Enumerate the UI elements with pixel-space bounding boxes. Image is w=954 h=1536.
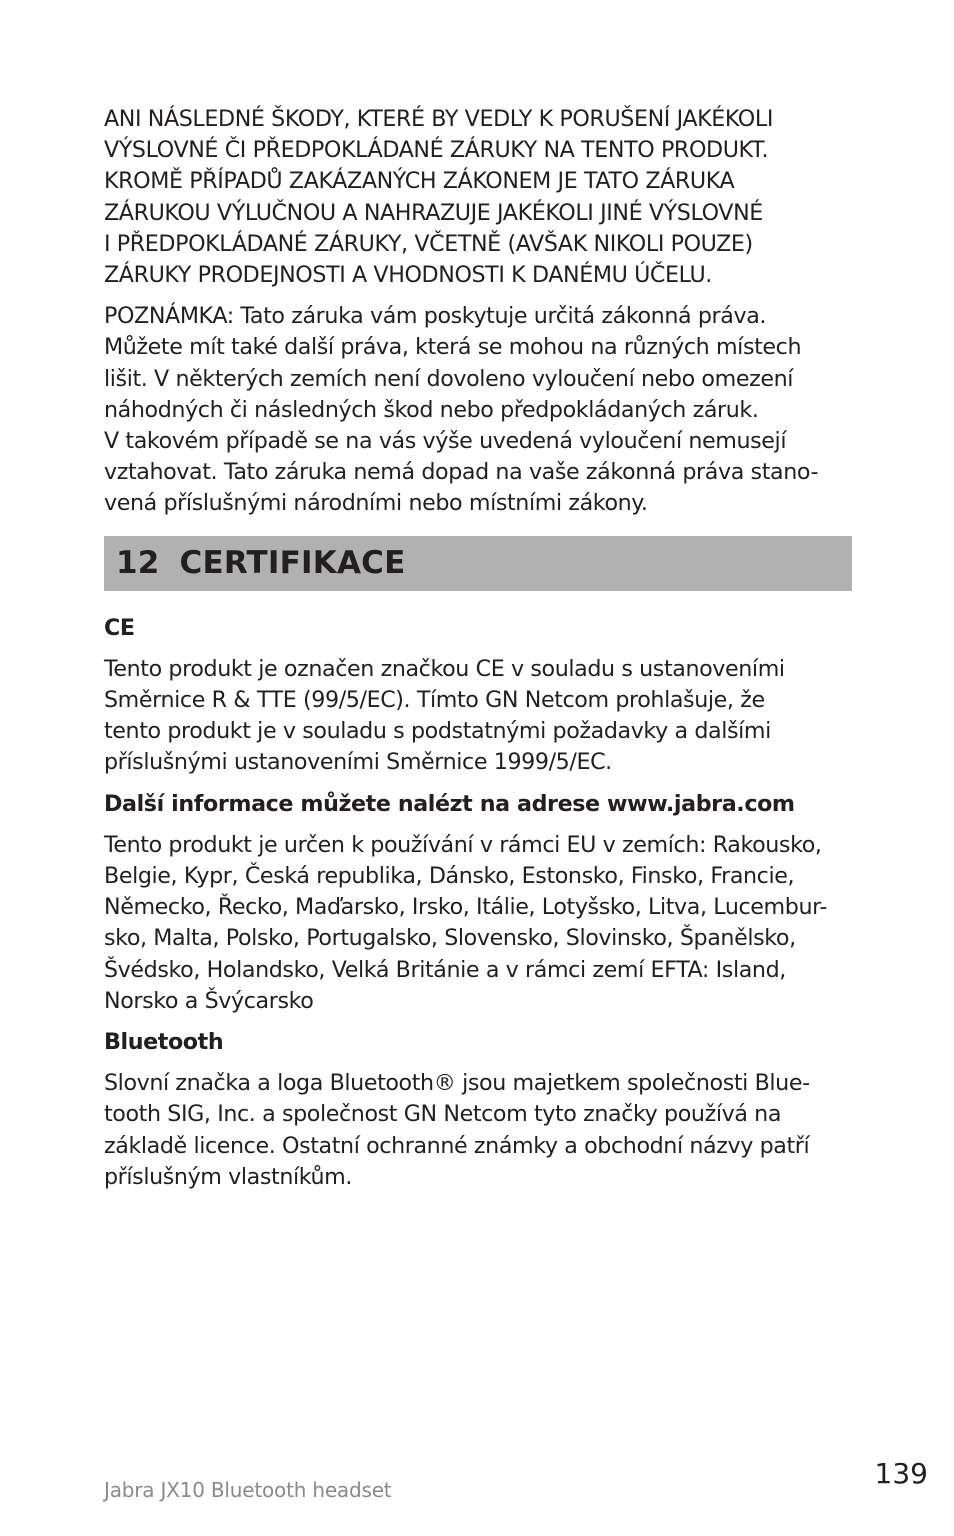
section-heading-bar [104,536,852,591]
text-line: ANI NÁSLEDNÉ ŠKODY, KTERÉ BY VEDLY K PORUŠENÍ JAKÉKOLI [104,106,773,132]
text-line: tooth SIG, Inc. a společnost GN Netcom tyto značky používá na [104,1101,782,1128]
text-line: příslušnými ustanoveními Směrnice 1999/5/EC. [104,749,612,776]
text-line: Tento produkt je určen k používání v rámci EU v zemích: Rakousko, [104,831,822,858]
text-line: VÝSLOVNÉ ČI PŘEDPOKLÁDANÉ ZÁRUKY NA TENTO PRODUKT. [104,137,769,164]
bluetooth-heading: Bluetooth [104,1029,224,1056]
note-paragraph [104,301,852,519]
text-line: tento produkt je v souladu s podstatnými požadavky a dalšími [104,718,771,745]
footer-product-name: Jabra JX10 Bluetooth headset [104,1478,392,1502]
info-heading: Další informace můžete nalézt na adrese www.jabra.com [104,790,795,817]
warranty-paragraph [104,104,852,291]
page-content [104,104,852,1203]
text-line: ZÁRUKY PRODEJNOSTI A VHODNOSTI K DANÉMU ÚČELU. [104,262,712,289]
page-number: 139 [874,1457,928,1490]
text-line: ZÁRUKOU VÝLUČNOU A NAHRAZUJE JAKÉKOLI JINÉ VÝSLOVNÉ [104,199,763,226]
text-line: Belgie, Kypr, Česká republika, Dánsko, Estonsko, Finsko, Francie, [104,863,795,890]
text-line: vená příslušnými národními nebo místními zákony. [104,490,648,517]
text-line: náhodných či následných škod nebo předpokládaných záruk. [104,396,759,423]
text-line: Tento produkt je označen značkou CE v souladu s ustanoveními [104,655,785,682]
ce-heading: CE [104,614,135,641]
text-line: V takovém případě se na vás výše uvedená vyloučení nemusejí [104,428,787,455]
text-line: základě licence. Ostatní ochranné známky a obchodní názvy patří [104,1132,810,1159]
text-line: Švédsko, Holandsko, Velká Británie a v rámci zemí EFTA: Island, [104,956,786,983]
ce-paragraph [104,654,852,779]
info-paragraph [104,830,852,1017]
section-title: CERTIFIKACE [179,544,406,581]
text-line: Můžete mít také další práva, která se mohou na různých místech [104,334,802,361]
text-line: I PŘEDPOKLÁDANÉ ZÁRUKY, VČETNĚ (AVŠAK NIKOLI POUZE) [104,230,753,257]
text-line: Slovní značka a loga Bluetooth® jsou majetkem společnosti Blue- [104,1070,810,1097]
section-number: 12 [116,544,160,581]
text-line: lišit. V některých zemích není dovoleno vyloučení nebo omezení [104,365,793,392]
text-line: Směrnice R & TTE (99/5/EC). Tímto GN Netcom prohlašuje, že [104,687,765,714]
text-line: Norsko a Švýcarsko [104,987,314,1014]
bluetooth-paragraph [104,1068,852,1193]
text-line: sko, Malta, Polsko, Portugalsko, Slovensko, Slovinsko, Španělsko, [104,925,796,952]
text-line: Německo, Řecko, Maďarsko, Irsko, Itálie, Lotyšsko, Litva, Lucembur- [104,894,828,921]
text-line: příslušným vlastníkům. [104,1163,353,1190]
text-line: KROMĚ PŘÍPADŮ ZAKÁZANÝCH ZÁKONEM JE TATO ZÁRUKA [104,168,735,195]
text-line: vztahovat. Tato záruka nemá dopad na vaše zákonná práva stano- [104,459,819,486]
text-line: POZNÁMKA: Tato záruka vám poskytuje určitá zákonná práva. [104,303,767,330]
